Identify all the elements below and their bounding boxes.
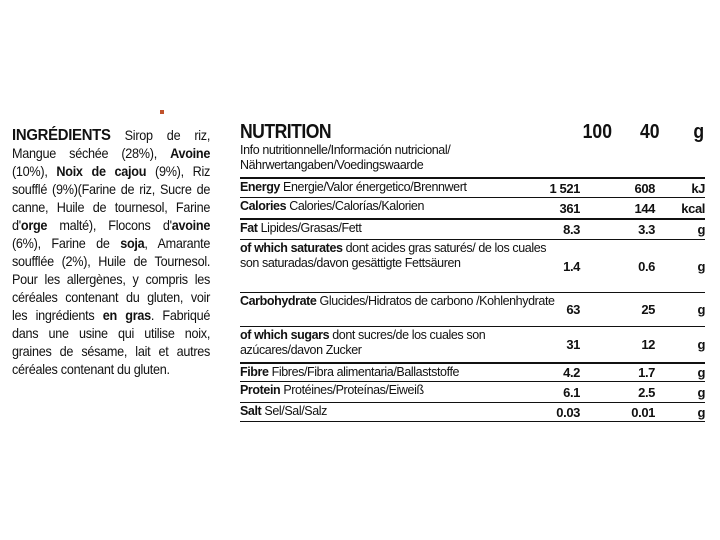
value-per-100: 31 [566, 337, 580, 352]
nutrient-label [240, 404, 560, 419]
nutrient-name: Carbohydrate [240, 294, 317, 308]
ingredient-allergen: en gras [102, 308, 151, 323]
nutrition-row [240, 293, 705, 327]
nutrient-name: of which saturates [240, 241, 343, 255]
ingredient-text: . Fabriqué dans une usine qui utilise noix, graines de sésame, lait et autres céréales contenant du gluten. [12, 308, 211, 377]
nutrient-translations: dont sucres/de los cuales son azúcares/davon Zucker [240, 328, 486, 357]
ingredient-allergen: Noix de cajou [56, 164, 147, 179]
value-per-100: 63 [566, 302, 580, 317]
nutrient-label [240, 294, 560, 309]
value-per-40: 3.3 [638, 222, 655, 237]
value-per-100: 361 [559, 201, 580, 216]
value-unit: g [697, 405, 705, 420]
nutrient-translations: Protéines/Proteínas/Eiweiß [280, 383, 424, 397]
nutrient-translations: Energie/Valor énergetico/Brennwert [279, 180, 467, 194]
ingredient-text: (10%), [12, 164, 57, 179]
nutrient-translations: dont acides gras saturés/ de los cuales son saturadas/davon gesättigte Fettsäuren [240, 241, 547, 270]
nutrient-label [240, 241, 560, 271]
value-per-40: 2.5 [638, 385, 655, 400]
ingredient-allergen: Avoine [170, 146, 211, 161]
ingredient-allergen: avoine [171, 218, 211, 233]
value-per-100: 1 521 [549, 181, 580, 196]
value-unit: g [697, 385, 705, 400]
nutrient-translations: Lipides/Grasas/Fett [257, 221, 362, 235]
value-per-40: 1.7 [638, 365, 655, 380]
nutrient-label [240, 365, 560, 380]
ingredient-text: , Amarante soufflée (2%), Huile de Tournesol. Pour les allergènes, y compris les céréales contenant du gluten, voir les ingrédients [12, 236, 211, 323]
ingredient-text: malté), Flocons d' [47, 218, 172, 233]
nutrition-row [240, 327, 705, 364]
value-per-40: 25 [641, 302, 655, 317]
ingredient-text: (9%), Riz soufflé (9%)(Farine de riz, Sucre de canne, Huile de tournesol, Farine d' [12, 164, 211, 233]
value-unit: g [697, 302, 705, 317]
ingredients-text [12, 127, 210, 379]
nutrient-label [240, 328, 560, 358]
ingredient-text: Sirop de riz, Mangue séchée (28%), [12, 128, 211, 161]
column-header-100: 100 [582, 121, 612, 143]
nutrient-name: Salt [240, 404, 262, 418]
nutrient-label [240, 199, 560, 214]
column-header-unit: g [693, 121, 705, 143]
nutrition-row [240, 382, 705, 403]
value-per-100: 0.03 [556, 405, 580, 420]
value-unit: g [697, 365, 705, 380]
nutrient-translations: Glucides/Hidratos de carbono /Kohlenhydrate [316, 294, 555, 308]
nutrient-translations: Sel/Sal/Salz [261, 404, 327, 418]
value-per-40: 144 [634, 201, 655, 216]
nutrition-subtitle: Info nutritionnelle/Información nutricional/ Nährwertangaben/Voedingswaarde [240, 143, 451, 172]
nutrition-header [240, 121, 705, 179]
nutrient-label [240, 383, 560, 398]
nutrient-name: Calories [240, 199, 287, 213]
nutrition-row [240, 220, 705, 240]
ingredients-title: INGRÉDIENTS [12, 127, 111, 144]
value-per-100: 6.1 [563, 385, 580, 400]
nutrient-name: Protein [240, 383, 281, 397]
nutrient-translations: Calories/Calorías/Kalorien [286, 199, 425, 213]
nutrient-label [240, 180, 560, 195]
value-unit: kcal [681, 201, 705, 216]
column-header-40: 40 [640, 121, 660, 143]
nutrient-name: Fat [240, 221, 258, 235]
value-unit: g [697, 222, 705, 237]
value-unit: g [697, 259, 705, 274]
value-per-100: 8.3 [563, 222, 580, 237]
nutrition-row [240, 240, 705, 293]
nutrient-name: of which sugars [240, 328, 330, 342]
value-per-40: 608 [634, 181, 655, 196]
decorative-dot [160, 110, 164, 114]
nutrition-row [240, 198, 705, 220]
nutrition-row [240, 403, 705, 422]
value-unit: g [697, 337, 705, 352]
value-per-40: 0.01 [631, 405, 655, 420]
nutrient-label [240, 221, 560, 236]
ingredient-allergen: orge [20, 218, 48, 233]
value-per-100: 4.2 [563, 365, 580, 380]
nutrition-row [240, 179, 705, 198]
nutrition-title: NUTRITION [240, 121, 332, 143]
value-per-40: 0.6 [638, 259, 655, 274]
value-per-100: 1.4 [563, 259, 580, 274]
nutrition-table [240, 121, 705, 422]
ingredients-body [12, 128, 210, 377]
value-per-40: 12 [641, 337, 655, 352]
ingredient-text: (6%), Farine de [12, 236, 121, 251]
nutrition-row [240, 364, 705, 382]
nutrient-name: Fibre [240, 365, 269, 379]
value-unit: kJ [691, 181, 705, 196]
nutrient-name: Energy [240, 180, 280, 194]
ingredient-allergen: soja [120, 236, 145, 251]
nutrition-rows [240, 179, 705, 422]
nutrient-translations: Fibres/Fibra alimentaria/Ballaststoffe [268, 365, 460, 379]
